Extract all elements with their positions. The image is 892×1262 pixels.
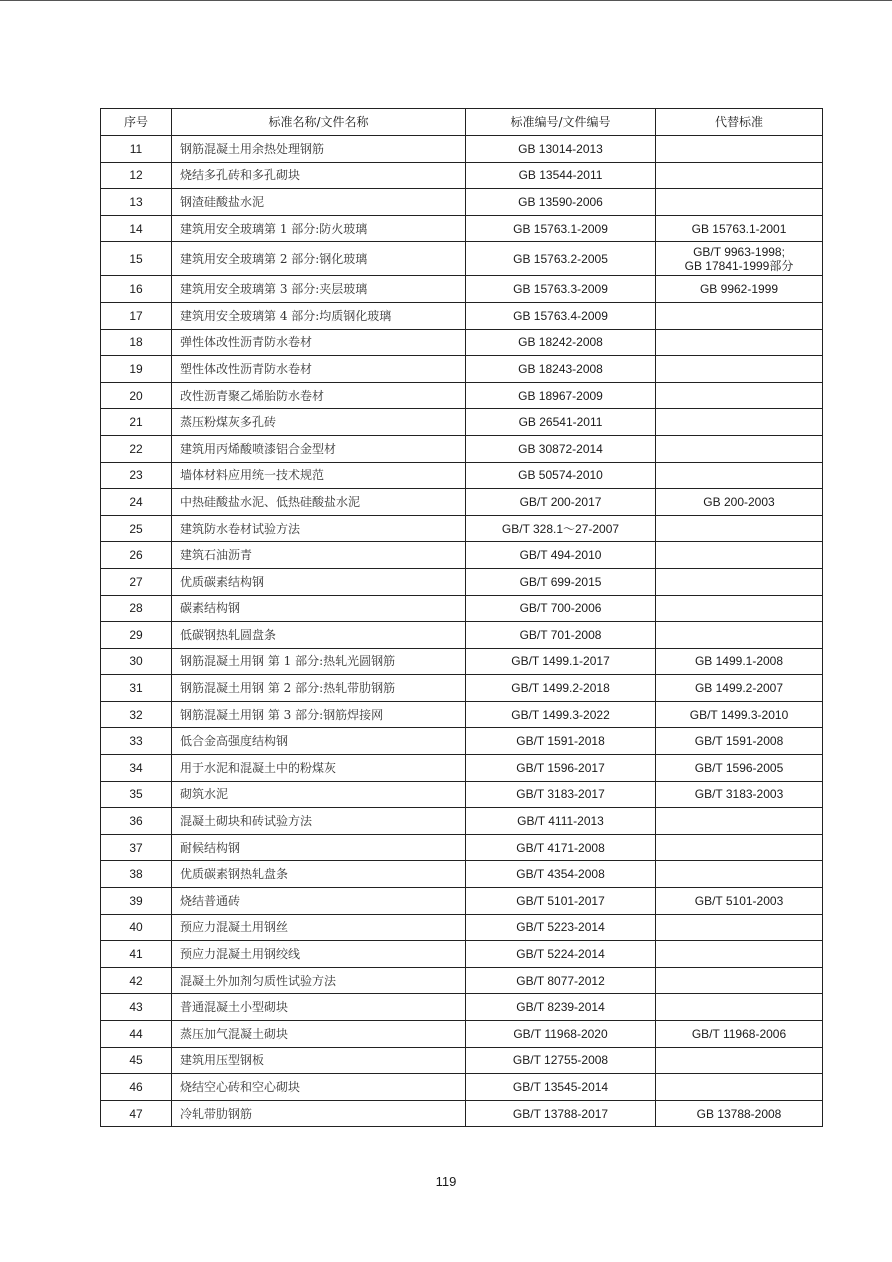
page-number: 119 [435,1174,457,1189]
standard-code: GB/T 13788-2017 [466,1100,656,1127]
standard-name: 塑性体改性沥青防水卷材 [172,356,466,383]
table-row [101,489,823,516]
standard-code: GB/T 1499.2-2018 [466,675,656,702]
standard-name: 用于水泥和混凝土中的粉煤灰 [172,755,466,782]
table-row [101,409,823,436]
row-number: 15 [101,242,172,276]
replaced-standard [656,568,823,595]
header-no: 序号 [101,109,172,136]
standard-name: 低合金高强度结构钢 [172,728,466,755]
replaced-standard [656,329,823,356]
standard-code: GB 15763.3-2009 [466,276,656,303]
row-number: 13 [101,189,172,216]
replaced-standard: GB/T 5101-2003 [656,888,823,915]
replaced-standard [656,595,823,622]
row-number: 38 [101,861,172,888]
header-name: 标准名称/文件名称 [172,109,466,136]
replaced-standard: GB/T 1596-2005 [656,755,823,782]
standard-name: 混凝土外加剂匀质性试验方法 [172,967,466,994]
replaced-standard [656,242,823,276]
table-header-row [101,109,823,136]
replaced-standard [656,162,823,189]
standard-code: GB/T 3183-2017 [466,781,656,808]
table-row [101,781,823,808]
standard-code: GB/T 494-2010 [466,542,656,569]
replaced-standard [656,1047,823,1074]
replaced-standard [656,808,823,835]
standard-name: 砌筑水泥 [172,781,466,808]
table-row [101,675,823,702]
table-row [101,276,823,303]
standard-name: 改性沥青聚乙烯胎防水卷材 [172,382,466,409]
replaced-standard [656,622,823,649]
standard-name: 普通混凝土小型砌块 [172,994,466,1021]
standard-name: 建筑用安全玻璃第 4 部分:均质钢化玻璃 [172,302,466,329]
replaced-standard [656,914,823,941]
row-number: 19 [101,356,172,383]
replaced-standard: GB/T 1591-2008 [656,728,823,755]
table-row [101,1021,823,1048]
table-row [101,462,823,489]
standard-name: 烧结空心砖和空心砌块 [172,1074,466,1101]
standard-code: GB 13544-2011 [466,162,656,189]
row-number: 31 [101,675,172,702]
table-row [101,701,823,728]
table-row [101,967,823,994]
row-number: 27 [101,568,172,595]
standard-code: GB/T 200-2017 [466,489,656,516]
table-row [101,302,823,329]
row-number: 29 [101,622,172,649]
standard-code: GB/T 5224-2014 [466,941,656,968]
standards-table [100,108,823,1127]
replaced-standard [656,189,823,216]
replaced-standard: GB 15763.1-2001 [656,215,823,242]
replaced-standard [656,409,823,436]
standard-name: 蒸压粉煤灰多孔砖 [172,409,466,436]
table-row [101,595,823,622]
standard-name: 建筑防水卷材试验方法 [172,515,466,542]
table-row [101,888,823,915]
standard-code: GB/T 699-2015 [466,568,656,595]
row-number: 23 [101,462,172,489]
row-number: 28 [101,595,172,622]
table-row [101,1100,823,1127]
table-row [101,1074,823,1101]
standard-name: 建筑用安全玻璃第 1 部分:防火玻璃 [172,215,466,242]
standard-name: 冷轧带肋钢筋 [172,1100,466,1127]
standard-name: 建筑用丙烯酸喷漆铝合金型材 [172,435,466,462]
table-row [101,136,823,163]
replaced-standard [656,435,823,462]
standard-code: GB/T 13545-2014 [466,1074,656,1101]
standard-name: 低碳钢热轧圆盘条 [172,622,466,649]
row-number: 41 [101,941,172,968]
table-row [101,356,823,383]
standard-code: GB 18243-2008 [466,356,656,383]
row-number: 34 [101,755,172,782]
page-top-border [0,0,892,1]
standard-code: GB 15763.4-2009 [466,302,656,329]
table-row [101,189,823,216]
standard-name: 烧结普通砖 [172,888,466,915]
replaced-standard: GB 9962-1999 [656,276,823,303]
standard-code: GB 50574-2010 [466,462,656,489]
row-number: 17 [101,302,172,329]
row-number: 25 [101,515,172,542]
standard-code: GB/T 5223-2014 [466,914,656,941]
row-number: 18 [101,329,172,356]
replaced-standard [656,302,823,329]
table-row [101,515,823,542]
table-row [101,162,823,189]
standard-code: GB/T 8239-2014 [466,994,656,1021]
table-row [101,215,823,242]
standard-name: 建筑用压型钢板 [172,1047,466,1074]
standard-code: GB/T 1591-2018 [466,728,656,755]
standard-code: GB 26541-2011 [466,409,656,436]
replaced-standard [656,515,823,542]
row-number: 40 [101,914,172,941]
standard-code: GB 18967-2009 [466,382,656,409]
standard-name: 建筑用安全玻璃第 2 部分:钢化玻璃 [172,242,466,276]
standard-name: 耐候结构钢 [172,834,466,861]
standard-code: GB/T 1596-2017 [466,755,656,782]
replaced-standard [656,1074,823,1101]
standard-code: GB/T 5101-2017 [466,888,656,915]
standard-code: GB/T 701-2008 [466,622,656,649]
replaced-standard: GB/T 3183-2003 [656,781,823,808]
standard-code: GB/T 11968-2020 [466,1021,656,1048]
table-row [101,242,823,276]
row-number: 12 [101,162,172,189]
standard-code: GB/T 700-2006 [466,595,656,622]
row-number: 45 [101,1047,172,1074]
standard-name: 优质碳素结构钢 [172,568,466,595]
table-row [101,994,823,1021]
standard-code: GB/T 8077-2012 [466,967,656,994]
standard-code: GB/T 1499.3-2022 [466,701,656,728]
row-number: 39 [101,888,172,915]
row-number: 26 [101,542,172,569]
row-number: 33 [101,728,172,755]
standard-name: 蒸压加气混凝土砌块 [172,1021,466,1048]
replaced-standard: GB 13788-2008 [656,1100,823,1127]
table-row [101,861,823,888]
table-row [101,1047,823,1074]
standard-code: GB 30872-2014 [466,435,656,462]
standard-name: 钢筋混凝土用余热处理钢筋 [172,136,466,163]
table-row [101,435,823,462]
replaced-standard: GB 1499.1-2008 [656,648,823,675]
replaced-standard-line: GB 17841-1999部分 [684,258,794,273]
replaced-standard [656,542,823,569]
row-number: 47 [101,1100,172,1127]
standard-code: GB/T 4171-2008 [466,834,656,861]
table-row [101,808,823,835]
standard-name: 钢渣硅酸盐水泥 [172,189,466,216]
standard-code: GB/T 4354-2008 [466,861,656,888]
table-row [101,622,823,649]
row-number: 11 [101,136,172,163]
standard-name: 钢筋混凝土用钢 第 2 部分:热轧带肋钢筋 [172,675,466,702]
standard-name: 预应力混凝土用钢丝 [172,914,466,941]
row-number: 35 [101,781,172,808]
table-row [101,648,823,675]
standard-name: 烧结多孔砖和多孔砌块 [172,162,466,189]
replaced-standard [656,834,823,861]
table-row [101,755,823,782]
standard-name: 墙体材料应用统一技术规范 [172,462,466,489]
replaced-standard-line: GB/T 9963-1998; [693,244,785,259]
standard-code: GB 13014-2013 [466,136,656,163]
table-row [101,542,823,569]
standard-code: GB 18242-2008 [466,329,656,356]
row-number: 37 [101,834,172,861]
replaced-standard: GB 1499.2-2007 [656,675,823,702]
row-number: 32 [101,701,172,728]
row-number: 44 [101,1021,172,1048]
table-row [101,941,823,968]
table-row [101,329,823,356]
replaced-standard: GB/T 11968-2006 [656,1021,823,1048]
standard-name: 碳素结构钢 [172,595,466,622]
replaced-standard: GB/T 1499.3-2010 [656,701,823,728]
standard-name: 优质碳素钢热轧盘条 [172,861,466,888]
row-number: 42 [101,967,172,994]
standard-name: 预应力混凝土用钢绞线 [172,941,466,968]
standard-name: 混凝土砌块和砖试验方法 [172,808,466,835]
row-number: 21 [101,409,172,436]
standard-name: 钢筋混凝土用钢 第 3 部分:钢筋焊接网 [172,701,466,728]
table-row [101,914,823,941]
row-number: 14 [101,215,172,242]
replaced-standard [656,967,823,994]
standard-name: 中热硅酸盐水泥、低热硅酸盐水泥 [172,489,466,516]
replaced-standard [656,861,823,888]
replaced-standard [656,382,823,409]
table-row [101,382,823,409]
row-number: 43 [101,994,172,1021]
replaced-standard [656,941,823,968]
standard-name: 建筑用安全玻璃第 3 部分:夹层玻璃 [172,276,466,303]
standard-code: GB/T 12755-2008 [466,1047,656,1074]
header-replaces: 代替标准 [656,109,823,136]
replaced-standard: GB 200-2003 [656,489,823,516]
row-number: 30 [101,648,172,675]
table-row [101,728,823,755]
row-number: 22 [101,435,172,462]
row-number: 24 [101,489,172,516]
standard-code: GB/T 4111-2013 [466,808,656,835]
standard-code: GB 13590-2006 [466,189,656,216]
table-row [101,834,823,861]
row-number: 46 [101,1074,172,1101]
row-number: 16 [101,276,172,303]
replaced-standard [656,136,823,163]
standard-name: 钢筋混凝土用钢 第 1 部分:热轧光圆钢筋 [172,648,466,675]
standard-name: 弹性体改性沥青防水卷材 [172,329,466,356]
replaced-standard [656,462,823,489]
replaced-standard [656,356,823,383]
row-number: 20 [101,382,172,409]
standard-code: GB 15763.1-2009 [466,215,656,242]
standard-code: GB/T 328.1～27-2007 [466,515,656,542]
standard-name: 建筑石油沥青 [172,542,466,569]
row-number: 36 [101,808,172,835]
replaced-standard [656,994,823,1021]
standard-code: GB 15763.2-2005 [466,242,656,276]
header-code: 标准编号/文件编号 [466,109,656,136]
table-row [101,568,823,595]
standard-code: GB/T 1499.1-2017 [466,648,656,675]
